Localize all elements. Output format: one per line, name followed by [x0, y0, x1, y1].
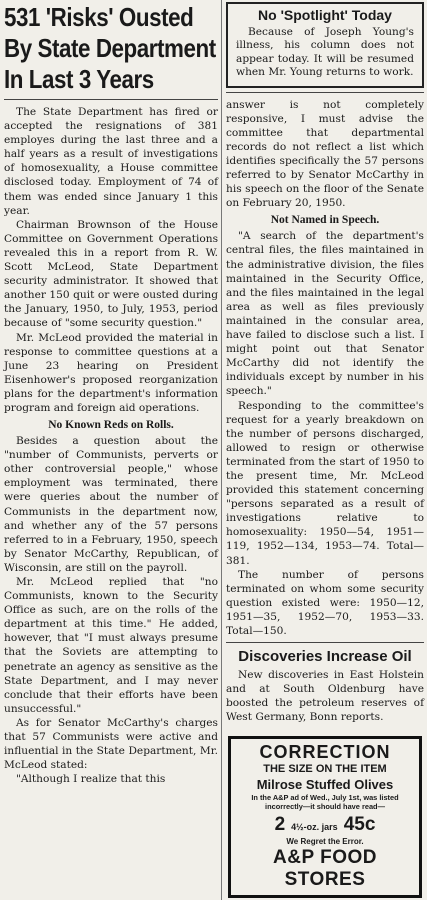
subhead-no-known-reds: No Known Reds on Rolls. [48, 419, 174, 432]
ad-correction-title: CORRECTION [259, 742, 391, 763]
article-continuation [226, 98, 424, 211]
ap-correction-ad [228, 736, 422, 897]
notice-text: Because of Joseph Young's illness, his column does not appear today. It will be resumed when Mr. Young returns to work. [236, 26, 414, 79]
right-column [226, 0, 424, 898]
paragraph: Besides a question about the "number of Communists, perverts or other controversial people," whose employment was terminated, there were queries about the number of Communists in the department now, and whether any of the 57 persons referred to in a February, 1950, speech by Senator McCarthy, Republican, of Wisconsin, are still on the payroll. [4, 435, 218, 574]
ad-subtitle: THE SIZE ON THE ITEM [263, 763, 387, 776]
headline-rule [4, 99, 218, 100]
paragraph: "A search of the department's central files, the files maintained in the administrative division, the files maintained in the Security Office, and the files maintained in the legal area as well as files previously maintained in the consular area, have failed to disclose such a list. I might point out that Senator McCarthy did not identify the individuals except by number in his speech." [226, 230, 424, 398]
oil-article [226, 668, 424, 724]
ad-product-name: Milrose Stuffed Olives [256, 777, 394, 793]
ad-price: 45c [343, 813, 376, 835]
ad-regret-line: We Regret the Error. [286, 836, 364, 846]
article-headline [4, 2, 219, 95]
article-body-part-1 [4, 105, 218, 415]
left-column [4, 0, 218, 786]
paragraph: New discoveries in East Holstein and at South Oldenburg have boosted the petroleum reserves of West Germany, Bonn reports. [226, 669, 424, 724]
headline-line-2: By State Department [4, 33, 216, 63]
paragraph: answer is not completely responsive, I must advise the committee that departmental records do not reflect a list which identifies specifically the 57 persons referred to by Senator McCarthy in his speech on the floor of the Senate on February 20, 1950. [226, 98, 424, 210]
notice-title: No 'Spotlight' Today [258, 7, 392, 23]
headline-line-3: In Last 3 Years [4, 64, 154, 94]
oil-headline: Discoveries Increase Oil [238, 648, 412, 666]
paragraph: "Although I realize that this [16, 773, 166, 786]
paragraph: Chairman Brownson of the House Committee on Government Operations revealed this in a report from R. W. Scott McLeod, State Department security administrator. It showed that another 150 quit or were ousted during the January, 1950, to July, 1953, period because of "some security question." [4, 218, 218, 330]
article-continuation-2 [226, 229, 424, 638]
paragraph: Mr. McLeod provided the material in response to committee questions at a June 23 hearing on President Eisenhower's proposed reorganization plans for the department's information program and foreign aid operations. [4, 331, 218, 414]
ad-quantity: 2 [274, 813, 286, 835]
column-divider [221, 0, 222, 900]
paragraph: The State Department has fired or accepted the resignations of 381 employes during the last three and a half years as a result of investigations of homosexuality, a House committee disclosed today. Employment of 74 of them was ended since January 1 this year. [4, 106, 218, 217]
paragraph: The number of persons terminated on whom some security question existed were: 1950—12, 1951—35, 1952—70, 1953—33. Total—150. [226, 568, 424, 637]
paragraph: Mr. McLeod replied that "no Communists, known to the Security Office as such, are on the rolls of the department at this time." He added, however, that "I must always presume that the Soviets are attempting to penetrate an agency as sensitive as the State Department, and I may never conclude that their efforts have been unsuccessful." [4, 576, 218, 715]
paragraph: As for Senator McCarthy's charges that 57 Communists were active and influential in the State Department, Mr. McLeod stated: [4, 716, 218, 772]
section-rule [226, 92, 424, 93]
ad-explanation: In the A&P ad of Wed., July 1st, was listed incorrectly—it should have read— [251, 793, 399, 812]
paragraph: Responding to the committee's request for a yearly breakdown on the number of persons discharged, allowed to resign or otherwise terminated from the start of 1950 to the present time, Mr. McLeod provided this statement concerning "persons separated as a result of investigations relative to homosexuality: 1950—54, 1951—119, 1952—134, 1953—74. Total—381. [226, 399, 424, 567]
ad-store-name: A&P FOOD STORES [273, 846, 377, 890]
section-rule [226, 642, 424, 643]
ad-price-row [237, 814, 413, 836]
article-body-part-2 [4, 434, 218, 786]
ad-size: 4½-oz. jars [291, 821, 338, 832]
spotlight-notice-box [226, 2, 424, 88]
subhead-not-named: Not Named in Speech. [270, 214, 380, 227]
headline-line-1: 531 'Risks' Ousted [4, 2, 194, 32]
